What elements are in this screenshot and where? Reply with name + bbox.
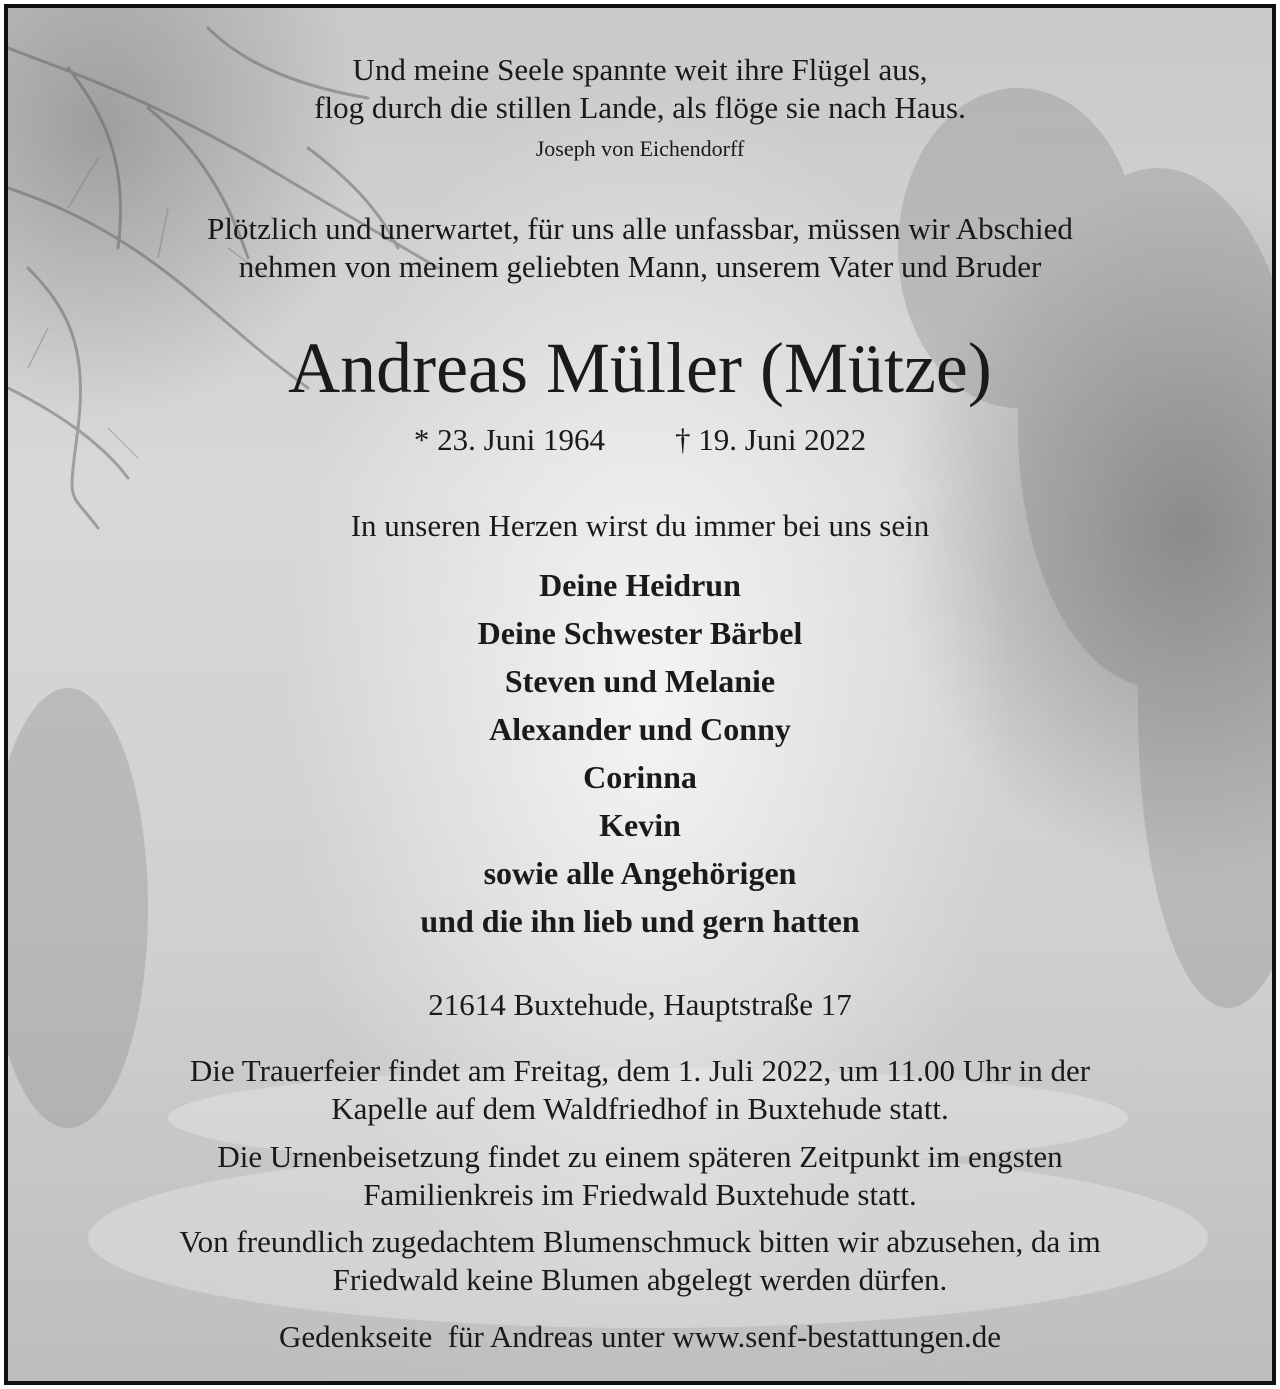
family-member: Deine Heidrun xyxy=(539,567,741,603)
deceased-name: Andreas Müller (Mütze) xyxy=(288,328,992,408)
memorial-page-link[interactable]: Gedenkseite für Andreas unter www.senf-bestattungen.de xyxy=(279,1319,1001,1354)
poem-line-2: flog durch die stillen Lande, als flöge sie nach Haus. xyxy=(314,90,966,125)
poem-author: Joseph von Eichendorff xyxy=(535,136,745,161)
intro-line-1: Plötzlich und unerwartet, für uns alle unfassbar, müssen wir Abschied xyxy=(207,211,1073,246)
family-member: Steven und Melanie xyxy=(504,663,776,699)
info-line: Friedwald keine Blumen abgelegt werden dürfen. xyxy=(332,1262,948,1297)
family-member: Alexander und Conny xyxy=(489,711,791,747)
info-line: Die Trauerfeier findet am Freitag, dem 1. Juli 2022, um 11.00 Uhr in der xyxy=(189,1053,1091,1088)
birth-date: * 23. Juni 1964 xyxy=(413,422,605,457)
info-line: Die Urnenbeisetzung findet zu einem späteren Zeitpunkt im engsten xyxy=(217,1139,1063,1174)
family-member: und die ihn lieb und gern hatten xyxy=(420,903,860,939)
info-line: Von freundlich zugedachtem Blumenschmuck bitten wir abzusehen, da im xyxy=(179,1224,1101,1259)
family-member: Kevin xyxy=(599,807,681,843)
life-dates xyxy=(8,422,1272,458)
poem-line-1: Und meine Seele spannte weit ihre Flügel aus, xyxy=(352,52,928,87)
family-member: Corinna xyxy=(583,759,697,795)
info-line: Kapelle auf dem Waldfriedhof in Buxtehude statt. xyxy=(331,1091,949,1126)
obituary-notice xyxy=(4,4,1276,1385)
family-member: Deine Schwester Bärbel xyxy=(477,615,803,651)
notice-text xyxy=(8,8,1272,1381)
family-member: sowie alle Angehörigen xyxy=(483,855,797,891)
info-line: Familienkreis im Friedwald Buxtehude statt. xyxy=(363,1177,917,1212)
heart-line: In unseren Herzen wirst du immer bei uns sein xyxy=(350,508,930,543)
death-date: † 19. Juni 2022 xyxy=(675,422,867,457)
address: 21614 Buxtehude, Hauptstraße 17 xyxy=(428,987,852,1022)
intro-line-2: nehmen von meinem geliebten Mann, unserem Vater und Bruder xyxy=(238,249,1042,284)
